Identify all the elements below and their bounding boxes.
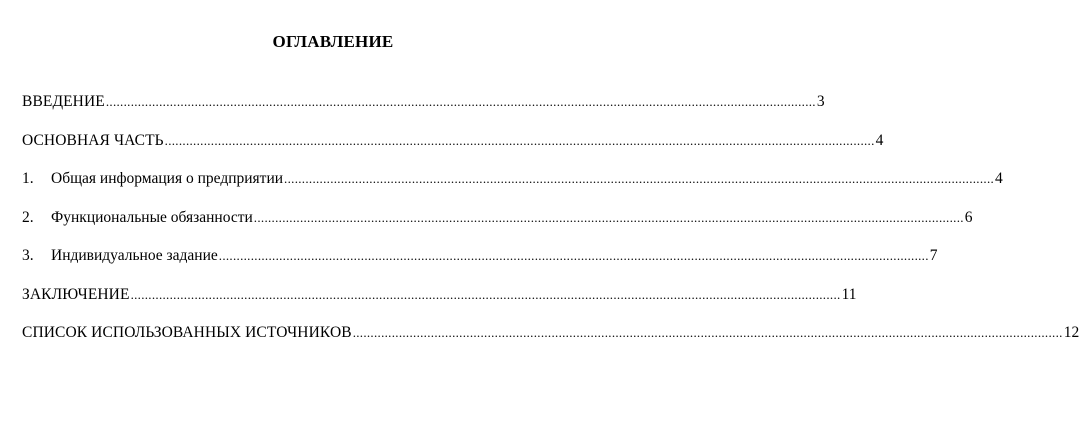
toc-entry-number: 3. xyxy=(22,247,34,264)
toc-entry-general-info xyxy=(22,169,1003,208)
toc-entry-label: ВВЕДЕНИЕ xyxy=(22,93,105,110)
dot-leader: ........................................................................................................................................................................................................ xyxy=(284,171,995,186)
dot-leader: ........................................................................................................................................................................................................ xyxy=(352,325,1063,340)
toc-entry-page: 4 xyxy=(875,131,884,149)
toc-entry-conclusion xyxy=(22,285,857,324)
toc-list xyxy=(22,92,1079,362)
toc-entry-label: Общая информация о предприятии xyxy=(51,170,284,187)
toc-entry-main-part xyxy=(22,131,884,170)
toc-entry-label: ЗАКЛЮЧЕНИЕ xyxy=(22,285,130,303)
toc-entry-individual-task xyxy=(22,246,938,285)
toc-entry-label: СПИСОК ИСПОЛЬЗОВАННЫХ ИСТОЧНИКОВ xyxy=(22,324,352,341)
dot-leader: ........................................................................................................................................................................................................ xyxy=(105,94,816,109)
dot-leader: ........................................................................................................................................................................................................ xyxy=(218,248,929,263)
toc-entry-page: 3 xyxy=(816,93,825,110)
toc-title: ОГЛАВЛЕНИЕ xyxy=(272,32,394,51)
toc-entry-duties xyxy=(22,208,973,247)
toc-entry-label: Функциональные обязанности xyxy=(51,208,253,226)
toc-entry-number: 2. xyxy=(22,208,34,226)
toc-entry-references xyxy=(22,323,1079,362)
toc-entry-label: Индивидуальное задание xyxy=(51,247,218,264)
toc-entry-page: 4 xyxy=(995,170,1003,187)
dot-leader: ........................................................................................................................................................................................................ xyxy=(253,209,964,225)
dot-leader: ........................................................................................................................................................................................................ xyxy=(130,286,841,302)
toc-entry-page: 12 xyxy=(1063,324,1079,341)
toc-entry-label: ОСНОВНАЯ ЧАСТЬ xyxy=(22,131,164,149)
toc-entry-number: 1. xyxy=(22,170,34,187)
toc-entry-page: 11 xyxy=(841,285,857,303)
toc-entry-page: 7 xyxy=(929,247,938,264)
toc-entry-introduction xyxy=(22,92,825,131)
dot-leader: ........................................................................................................................................................................................................ xyxy=(164,132,875,148)
toc-entry-page: 6 xyxy=(964,208,973,226)
